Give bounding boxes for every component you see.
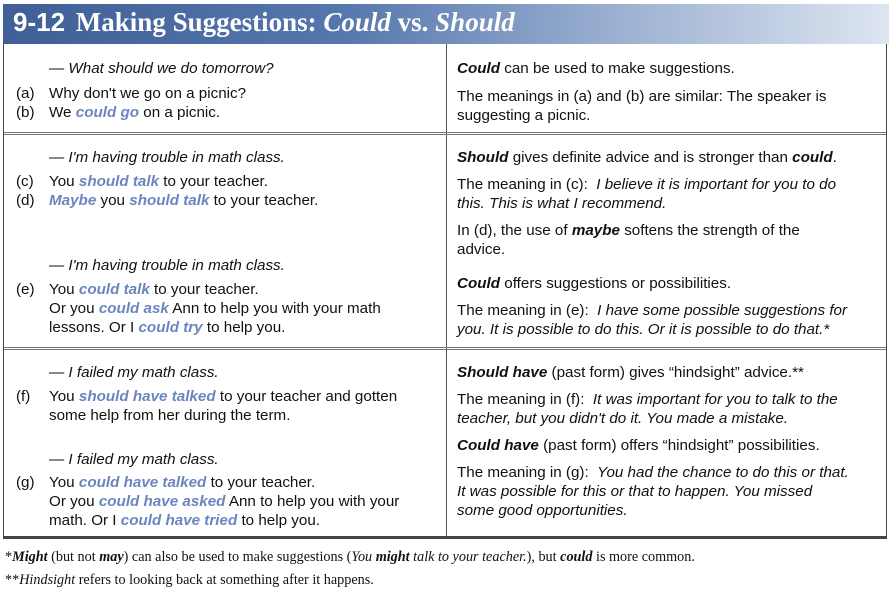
context-line: — I'm having trouble in math class. xyxy=(49,257,285,274)
modal-highlight: should have talked xyxy=(78,388,216,405)
explanation-could-have: Could have (past form) offers “hindsight” possibilities. xyxy=(457,437,820,454)
example-c: You should talk to your teacher. xyxy=(49,173,268,190)
explanation-meaning-e-1: The meaning in (e): I have some possible suggestions for xyxy=(457,302,848,319)
context-line: — I failed my math class. xyxy=(49,451,219,468)
modal-highlight: could have talked xyxy=(78,474,207,491)
example-g-line-2: Or you could have asked Ann to help you with your xyxy=(49,493,400,510)
title-term-should: Should xyxy=(435,7,515,37)
footnote-hindsight: **Hindsight refers to looking back at something after it happens. xyxy=(5,572,374,588)
example-a: Why don't we go on a picnic? xyxy=(49,85,247,102)
modal-highlight: should talk xyxy=(129,192,210,209)
explanation-meaning-f-1: The meaning in (f): It was important for you to talk to the xyxy=(457,391,838,408)
example-label-a: (a) xyxy=(16,85,35,102)
modal-highlight: could try xyxy=(138,319,203,336)
explanation-maybe-2: advice. xyxy=(457,241,506,258)
example-label-g: (g) xyxy=(16,474,35,491)
modal-highlight: should talk xyxy=(78,173,160,190)
explanation-section-2 xyxy=(447,135,886,347)
explanation-meaning-ab-1: The meanings in (a) and (b) are similar: The speaker is xyxy=(457,88,827,105)
example-b: We could go on a picnic. xyxy=(49,104,221,121)
context-line: — I failed my math class. xyxy=(49,364,219,381)
example-label-d: (d) xyxy=(16,192,35,209)
modal-highlight: Maybe xyxy=(49,192,97,209)
examples-section-1 xyxy=(4,44,444,132)
examples-section-3 xyxy=(4,350,444,536)
example-e-line-2: Or you could ask Ann to help you with your math xyxy=(49,300,381,317)
title-lead: Making Suggestions: xyxy=(75,7,317,37)
explanation-section-3 xyxy=(447,350,886,536)
modal-highlight: could ask xyxy=(98,300,169,317)
example-d: Maybe you should talk to your teacher. xyxy=(49,192,319,209)
modal-highlight: could have tried xyxy=(120,512,238,529)
explanation-meaning-c-1: The meaning in (c): I believe it is important for you to do xyxy=(457,176,837,193)
example-g-line-3: math. Or I could have tried to help you. xyxy=(49,512,320,529)
explanation-should-have: Should have (past form) gives “hindsight” advice.** xyxy=(457,364,804,381)
example-f-line-2: some help from her during the term. xyxy=(49,407,291,424)
explanation-section-1 xyxy=(447,44,886,132)
explanation-meaning-ab-2: suggesting a picnic. xyxy=(457,107,591,124)
title-vs: vs. xyxy=(397,7,429,37)
example-label-c: (c) xyxy=(16,173,34,190)
modal-highlight: could talk xyxy=(78,281,150,298)
context-line: — What should we do tomorrow? xyxy=(49,60,274,77)
title-term-could: Could xyxy=(323,7,391,37)
chart-number: 9-12 xyxy=(13,7,66,37)
grammar-table xyxy=(3,44,887,539)
explanation-meaning-g-2: It was possible for this or that to happen. You missed xyxy=(457,483,813,500)
example-label-e: (e) xyxy=(16,281,35,298)
example-g: You could have talked to your teacher. xyxy=(49,474,316,491)
explanation-meaning-f-2: teacher, but you didn't do it. You made a mistake. xyxy=(457,410,789,427)
explanation-meaning-c-2: this. This is what I recommend. xyxy=(457,195,667,212)
explanation-should: Should gives definite advice and is stronger than could. xyxy=(457,149,837,166)
example-e: You could talk to your teacher. xyxy=(49,281,259,298)
explanation-could: Could can be used to make suggestions. xyxy=(457,60,735,77)
explanation-meaning-g-1: The meaning in (g): You had the chance to do this or that. xyxy=(457,464,849,481)
chart-title-bar xyxy=(3,4,889,44)
example-label-f: (f) xyxy=(16,388,31,405)
example-label-b: (b) xyxy=(16,104,35,121)
modal-highlight: could go xyxy=(75,104,140,121)
explanation-meaning-g-3: some good opportunities. xyxy=(457,502,628,519)
explanation-meaning-e-2: you. It is possible to do this. Or it is possible to do that.* xyxy=(457,321,830,338)
explanation-could-offers: Could offers suggestions or possibilities. xyxy=(457,275,732,292)
modal-highlight: could have asked xyxy=(98,493,226,510)
explanation-maybe-1: In (d), the use of maybe softens the strength of the xyxy=(457,222,800,239)
footnote-might: *Might (but not may) can also be used to make suggestions (You might talk to your teacher.), but could is more common. xyxy=(5,549,695,565)
example-f: You should have talked to your teacher and gotten xyxy=(49,388,398,405)
page-title xyxy=(13,7,515,38)
examples-section-2 xyxy=(4,135,444,347)
example-e-line-3: lessons. Or I could try to help you. xyxy=(49,319,286,336)
context-line: — I'm having trouble in math class. xyxy=(49,149,285,166)
